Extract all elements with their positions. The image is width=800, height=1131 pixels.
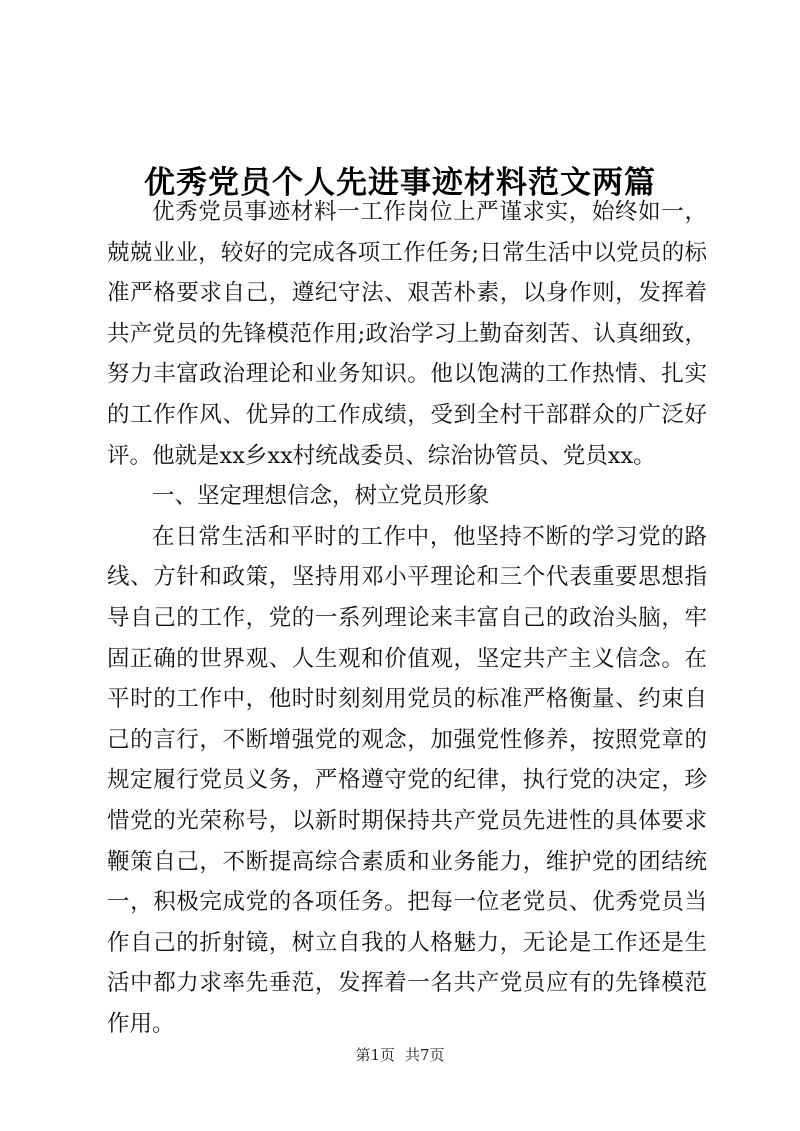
page-total: 共7页 xyxy=(405,1046,445,1064)
document-title: 优秀党员个人先进事迹材料范文两篇 xyxy=(144,164,656,201)
paragraph-intro: 优秀党员事迹材料一工作岗位上严谨求实，始终如一，兢兢业业，较好的完成各项工作任务;日常生活中以党员的标准严格要求自己，遵纪守法、艰苦朴素，以身作则，发挥着共产党员的先锋模范作用;政治学习上勤奋刻苦、认真细致，努力丰富政治理论和业务知识。他以饱满的工作热情、扎实的工作作风、优异的工作成绩，受到全村干部群众的广泛好评。他就是xx乡xx村统战委员、综治协管员、党员xx。 xyxy=(107,199,707,469)
section-heading: 一、坚定理想信念，树立党员形象 xyxy=(152,483,490,510)
page-number: 第1页 xyxy=(355,1046,395,1064)
document-body xyxy=(107,192,707,1044)
paragraph-section-one: 在日常生活和平时的工作中，他坚持不断的学习党的路线、方针和政策，坚持用邓小平理论和三个代表重要思想指导自己的工作，党的一系列理论来丰富自己的政治头脑，牢固正确的世界观、人生观和价值观，坚定共产主义信念。在平时的工作中，他时时刻刻用党员的标准严格衡量、约束自己的言行，不断增强党的观念，加强党性修养，按照党章的规定履行党员义务，严格遵守党的纪律，执行党的决定，珍惜党的光荣称号，以新时期保持共产党员先进性的具体要求鞭策自己，不断提高综合素质和业务能力，维护党的团结统一，积极完成党的各项任务。把每一位老党员、优秀党员当作自己的折射镜，树立自我的人格魅力，无论是工作还是生活中都力求率先垂范，发挥着一名共产党员应有的先锋模范作用。 xyxy=(107,523,707,1037)
page-footer xyxy=(0,1045,800,1065)
